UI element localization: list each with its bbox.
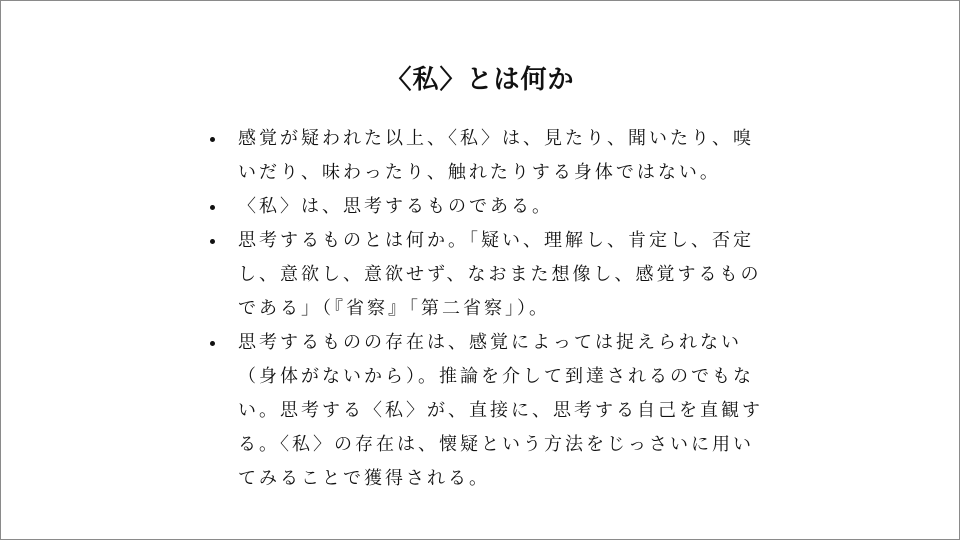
bullet-item-2 — [204, 190, 764, 224]
bullet-list — [204, 122, 764, 496]
bullet-dot-icon — [210, 137, 215, 142]
bullet-dot-icon — [210, 341, 215, 346]
bullet-text: 〈私〉は、思考するものである。 — [238, 196, 553, 217]
bullet-text: 思考するものとは何か。「疑い、理解し、肯定し、否定し、意欲し、意欲せず、なおまた想像し、感覚するものである」（『省察』「第二省察」）。 — [238, 230, 762, 319]
bullet-item-1 — [204, 122, 764, 190]
bullet-text: 感覚が疑われた以上、〈私〉は、見たり、聞いたり、嗅いだり、味わったり、触れたりする身体ではない。 — [238, 128, 754, 183]
bullet-item-3 — [204, 224, 764, 326]
bullet-text: 思考するものの存在は、感覚によっては捉えられない（身体がないから）。推論を介して到達されるのでもない。思考する〈私〉が、直接に、思考する自己を直観する。〈私〉の存在は、懐疑という方法をじっさいに用いてみることで獲得される。 — [238, 332, 763, 489]
bullet-dot-icon — [210, 205, 215, 210]
bullet-item-4 — [204, 326, 764, 496]
slide-title: 〈私〉とは何か — [385, 65, 575, 95]
bullet-dot-icon — [210, 239, 215, 244]
